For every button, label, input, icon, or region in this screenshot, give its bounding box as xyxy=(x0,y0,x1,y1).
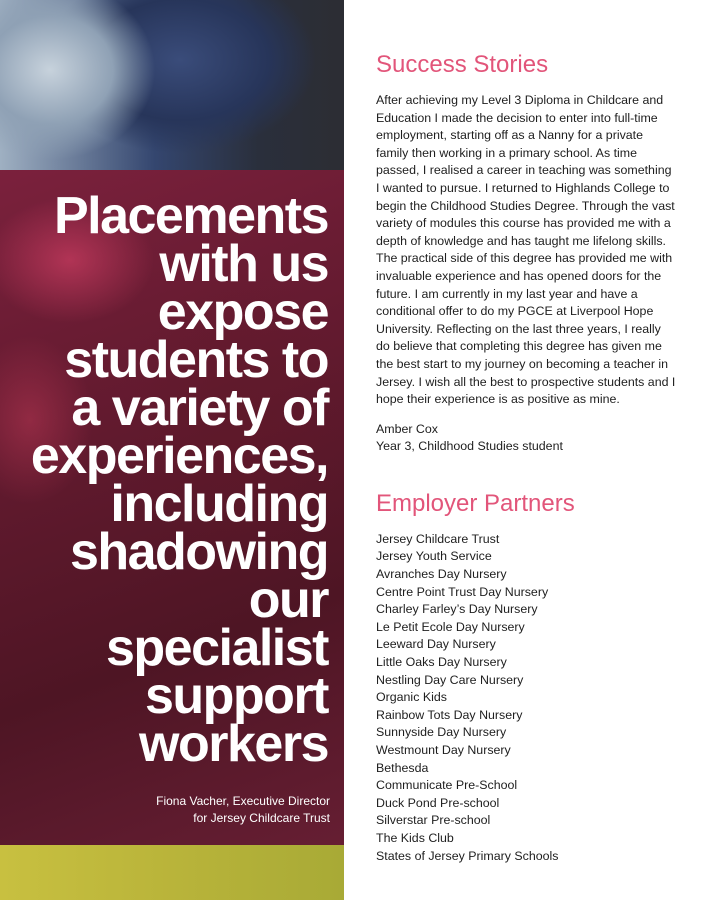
pull-quote: Placements with us expose students to a variety of experiences, including shadowing our specialist support workers xyxy=(30,187,328,773)
employer-item: Duck Pond Pre-school xyxy=(376,795,500,810)
employer-item: Leeward Day Nursery xyxy=(376,637,496,652)
success-stories-heading: Success Stories xyxy=(376,51,549,78)
employer-item: Silverstar Pre-school xyxy=(376,813,491,828)
photo-top-area xyxy=(0,0,344,170)
employer-item: Rainbow Tots Day Nursery xyxy=(376,707,523,722)
employer-item: The Kids Club xyxy=(376,830,454,845)
employer-partners-heading: Employer Partners xyxy=(376,489,575,517)
author-role: Year 3, Childhood Studies student xyxy=(376,439,563,454)
employer-item: Centre Point Trust Day Nursery xyxy=(376,584,549,599)
employer-item: Jersey Youth Service xyxy=(376,549,492,564)
employer-item: Sunnyside Day Nursery xyxy=(376,725,507,740)
photo-panel xyxy=(0,0,344,900)
employer-item: Le Petit Ecole Day Nursery xyxy=(376,619,525,634)
employer-partners-section xyxy=(376,489,676,865)
right-column xyxy=(376,50,676,865)
employer-item: Avranches Day Nursery xyxy=(376,567,507,582)
employer-item: Organic Kids xyxy=(376,690,447,705)
employer-item: States of Jersey Primary Schools xyxy=(376,848,559,863)
employer-item: Jersey Childcare Trust xyxy=(376,531,500,546)
employer-list xyxy=(376,531,676,865)
success-stories-section xyxy=(376,50,676,456)
employer-item: Bethesda xyxy=(376,760,429,775)
author-name: Amber Cox xyxy=(376,421,438,436)
success-story-text: After achieving my Level 3 Diploma in Childcare and Education I made the decision to enter into full-time employment, starting off as a Nanny for a private family then working in a primary school. As time passed, I realised a career in teaching was something I wanted to pursue. I returned to Highlands College to begin the Childhood Studies Degree. Through the vast variety of modules this course has provided me with a depth of knowledge and has taught me lifelong skills. The practical side of this degree has provided me with invaluable experience and has opened doors for the future. I am currently in my last year and have a conditional offer to do my PGCE at Liverpool Hope University. Reflecting on the last three years, I really do believe that completing this degree has given me the best start to my journey on becoming a teacher in Jersey. I wish all the best to prospective students and I hope their experience is as positive as mine. xyxy=(376,93,676,407)
story-author xyxy=(376,421,676,456)
quote-attribution: Fiona Vacher, Executive Director for Jersey Childcare Trust xyxy=(156,794,330,825)
employer-item: Westmount Day Nursery xyxy=(376,743,511,757)
employer-item: Nestling Day Care Nursery xyxy=(376,672,524,687)
employer-item: Little Oaks Day Nursery xyxy=(376,655,507,670)
employer-item: Communicate Pre-School xyxy=(376,778,518,793)
employer-item: Charley Farley’s Day Nursery xyxy=(376,602,538,617)
photo-bottom-band xyxy=(0,845,344,900)
